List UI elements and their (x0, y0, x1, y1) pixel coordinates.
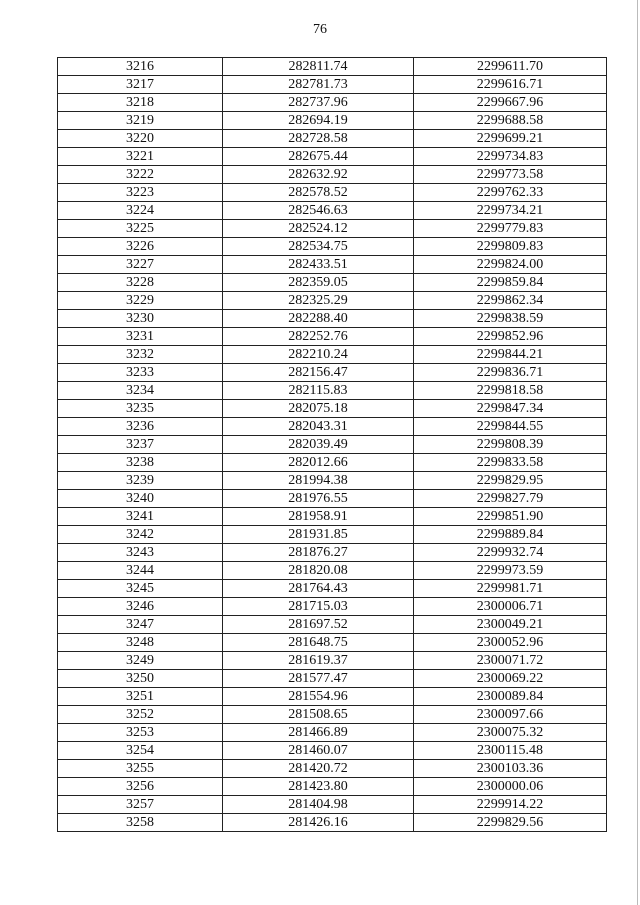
y-coordinate-cell: 2299734.21 (414, 202, 607, 220)
point-number-cell: 3245 (58, 580, 223, 598)
table-row (58, 274, 607, 292)
table-row (58, 814, 607, 832)
point-number-cell: 3258 (58, 814, 223, 832)
point-number-cell: 3223 (58, 184, 223, 202)
y-coordinate-cell: 2299808.39 (414, 436, 607, 454)
point-number-cell: 3236 (58, 418, 223, 436)
table-row (58, 346, 607, 364)
x-coordinate-cell: 282433.51 (223, 256, 414, 274)
point-number-cell: 3255 (58, 760, 223, 778)
point-number-cell: 3224 (58, 202, 223, 220)
point-number-cell: 3242 (58, 526, 223, 544)
y-coordinate-cell: 2299616.71 (414, 76, 607, 94)
table-row (58, 598, 607, 616)
table-row (58, 310, 607, 328)
table-row (58, 634, 607, 652)
table-row (58, 472, 607, 490)
table-row (58, 544, 607, 562)
y-coordinate-cell: 2299973.59 (414, 562, 607, 580)
x-coordinate-cell: 282115.83 (223, 382, 414, 400)
table-row (58, 292, 607, 310)
table-row (58, 670, 607, 688)
x-coordinate-cell: 282578.52 (223, 184, 414, 202)
x-coordinate-cell: 281460.07 (223, 742, 414, 760)
point-number-cell: 3231 (58, 328, 223, 346)
point-number-cell: 3257 (58, 796, 223, 814)
y-coordinate-cell: 2300052.96 (414, 634, 607, 652)
table-row (58, 526, 607, 544)
table-row (58, 454, 607, 472)
x-coordinate-cell: 282811.74 (223, 58, 414, 76)
point-number-cell: 3235 (58, 400, 223, 418)
table-row (58, 130, 607, 148)
x-coordinate-cell: 281404.98 (223, 796, 414, 814)
table-row (58, 148, 607, 166)
y-coordinate-cell: 2299762.33 (414, 184, 607, 202)
table-row (58, 508, 607, 526)
x-coordinate-cell: 281958.91 (223, 508, 414, 526)
point-number-cell: 3230 (58, 310, 223, 328)
point-number-cell: 3220 (58, 130, 223, 148)
table-row (58, 706, 607, 724)
point-number-cell: 3241 (58, 508, 223, 526)
table-row (58, 652, 607, 670)
table-row (58, 724, 607, 742)
table-row (58, 436, 607, 454)
table-row (58, 760, 607, 778)
y-coordinate-cell: 2299667.96 (414, 94, 607, 112)
point-number-cell: 3249 (58, 652, 223, 670)
y-coordinate-cell: 2299852.96 (414, 328, 607, 346)
table-row (58, 94, 607, 112)
table-row (58, 202, 607, 220)
point-number-cell: 3256 (58, 778, 223, 796)
point-number-cell: 3219 (58, 112, 223, 130)
x-coordinate-cell: 281697.52 (223, 616, 414, 634)
table-row (58, 580, 607, 598)
x-coordinate-cell: 281876.27 (223, 544, 414, 562)
x-coordinate-cell: 282534.75 (223, 238, 414, 256)
y-coordinate-cell: 2299779.83 (414, 220, 607, 238)
x-coordinate-cell: 281466.89 (223, 724, 414, 742)
point-number-cell: 3221 (58, 148, 223, 166)
table-row (58, 220, 607, 238)
y-coordinate-cell: 2299889.84 (414, 526, 607, 544)
x-coordinate-cell: 282546.63 (223, 202, 414, 220)
y-coordinate-cell: 2299829.95 (414, 472, 607, 490)
y-coordinate-cell: 2299859.84 (414, 274, 607, 292)
point-number-cell: 3237 (58, 436, 223, 454)
y-coordinate-cell: 2300000.06 (414, 778, 607, 796)
x-coordinate-cell: 282728.58 (223, 130, 414, 148)
point-number-cell: 3253 (58, 724, 223, 742)
point-number-cell: 3227 (58, 256, 223, 274)
table-row (58, 238, 607, 256)
point-number-cell: 3251 (58, 688, 223, 706)
x-coordinate-cell: 281619.37 (223, 652, 414, 670)
x-coordinate-cell: 281994.38 (223, 472, 414, 490)
x-coordinate-cell: 282012.66 (223, 454, 414, 472)
page-number: 76 (313, 22, 327, 37)
table-row (58, 688, 607, 706)
coordinates-table (57, 57, 607, 832)
point-number-cell: 3233 (58, 364, 223, 382)
x-coordinate-cell: 281577.47 (223, 670, 414, 688)
y-coordinate-cell: 2299688.58 (414, 112, 607, 130)
table-row (58, 166, 607, 184)
table-row (58, 184, 607, 202)
x-coordinate-cell: 282039.49 (223, 436, 414, 454)
point-number-cell: 3229 (58, 292, 223, 310)
x-coordinate-cell: 282524.12 (223, 220, 414, 238)
y-coordinate-cell: 2299773.58 (414, 166, 607, 184)
y-coordinate-cell: 2299844.21 (414, 346, 607, 364)
x-coordinate-cell: 281426.16 (223, 814, 414, 832)
table-row (58, 616, 607, 634)
table-row (58, 778, 607, 796)
point-number-cell: 3244 (58, 562, 223, 580)
page-edge-line (637, 0, 638, 905)
x-coordinate-cell: 282694.19 (223, 112, 414, 130)
table-row (58, 328, 607, 346)
point-number-cell: 3218 (58, 94, 223, 112)
table-row (58, 76, 607, 94)
point-number-cell: 3243 (58, 544, 223, 562)
y-coordinate-cell: 2299844.55 (414, 418, 607, 436)
point-number-cell: 3240 (58, 490, 223, 508)
table-row (58, 256, 607, 274)
point-number-cell: 3225 (58, 220, 223, 238)
y-coordinate-cell: 2300071.72 (414, 652, 607, 670)
y-coordinate-cell: 2299818.58 (414, 382, 607, 400)
x-coordinate-cell: 281423.80 (223, 778, 414, 796)
x-coordinate-cell: 282737.96 (223, 94, 414, 112)
y-coordinate-cell: 2300089.84 (414, 688, 607, 706)
table-row (58, 796, 607, 814)
x-coordinate-cell: 282252.76 (223, 328, 414, 346)
table-row (58, 58, 607, 76)
point-number-cell: 3248 (58, 634, 223, 652)
y-coordinate-cell: 2300115.48 (414, 742, 607, 760)
point-number-cell: 3246 (58, 598, 223, 616)
point-number-cell: 3250 (58, 670, 223, 688)
table-row (58, 400, 607, 418)
table-row (58, 112, 607, 130)
point-number-cell: 3228 (58, 274, 223, 292)
y-coordinate-cell: 2299824.00 (414, 256, 607, 274)
table-row (58, 490, 607, 508)
y-coordinate-cell: 2300049.21 (414, 616, 607, 634)
table-row (58, 742, 607, 760)
x-coordinate-cell: 281976.55 (223, 490, 414, 508)
x-coordinate-cell: 282288.40 (223, 310, 414, 328)
x-coordinate-cell: 281764.43 (223, 580, 414, 598)
point-number-cell: 3232 (58, 346, 223, 364)
x-coordinate-cell: 281931.85 (223, 526, 414, 544)
x-coordinate-cell: 282156.47 (223, 364, 414, 382)
x-coordinate-cell: 281420.72 (223, 760, 414, 778)
x-coordinate-cell: 282359.05 (223, 274, 414, 292)
point-number-cell: 3222 (58, 166, 223, 184)
y-coordinate-cell: 2299914.22 (414, 796, 607, 814)
y-coordinate-cell: 2300075.32 (414, 724, 607, 742)
table-row (58, 364, 607, 382)
point-number-cell: 3239 (58, 472, 223, 490)
point-number-cell: 3234 (58, 382, 223, 400)
point-number-cell: 3247 (58, 616, 223, 634)
x-coordinate-cell: 281715.03 (223, 598, 414, 616)
table-row (58, 562, 607, 580)
y-coordinate-cell: 2299734.83 (414, 148, 607, 166)
x-coordinate-cell: 282325.29 (223, 292, 414, 310)
point-number-cell: 3217 (58, 76, 223, 94)
x-coordinate-cell: 282210.24 (223, 346, 414, 364)
point-number-cell: 3254 (58, 742, 223, 760)
y-coordinate-cell: 2299838.59 (414, 310, 607, 328)
y-coordinate-cell: 2299809.83 (414, 238, 607, 256)
y-coordinate-cell: 2299836.71 (414, 364, 607, 382)
x-coordinate-cell: 282675.44 (223, 148, 414, 166)
x-coordinate-cell: 282043.31 (223, 418, 414, 436)
y-coordinate-cell: 2300097.66 (414, 706, 607, 724)
table-row (58, 382, 607, 400)
y-coordinate-cell: 2299699.21 (414, 130, 607, 148)
point-number-cell: 3252 (58, 706, 223, 724)
x-coordinate-cell: 282781.73 (223, 76, 414, 94)
table-row (58, 418, 607, 436)
point-number-cell: 3238 (58, 454, 223, 472)
x-coordinate-cell: 281648.75 (223, 634, 414, 652)
y-coordinate-cell: 2300069.22 (414, 670, 607, 688)
y-coordinate-cell: 2299862.34 (414, 292, 607, 310)
y-coordinate-cell: 2299611.70 (414, 58, 607, 76)
y-coordinate-cell: 2299932.74 (414, 544, 607, 562)
y-coordinate-cell: 2299829.56 (414, 814, 607, 832)
y-coordinate-cell: 2299981.71 (414, 580, 607, 598)
y-coordinate-cell: 2300006.71 (414, 598, 607, 616)
y-coordinate-cell: 2299833.58 (414, 454, 607, 472)
y-coordinate-cell: 2300103.36 (414, 760, 607, 778)
y-coordinate-cell: 2299827.79 (414, 490, 607, 508)
point-number-cell: 3216 (58, 58, 223, 76)
x-coordinate-cell: 281508.65 (223, 706, 414, 724)
x-coordinate-cell: 282075.18 (223, 400, 414, 418)
x-coordinate-cell: 282632.92 (223, 166, 414, 184)
x-coordinate-cell: 281820.08 (223, 562, 414, 580)
table-body (58, 58, 607, 832)
y-coordinate-cell: 2299851.90 (414, 508, 607, 526)
y-coordinate-cell: 2299847.34 (414, 400, 607, 418)
point-number-cell: 3226 (58, 238, 223, 256)
x-coordinate-cell: 281554.96 (223, 688, 414, 706)
